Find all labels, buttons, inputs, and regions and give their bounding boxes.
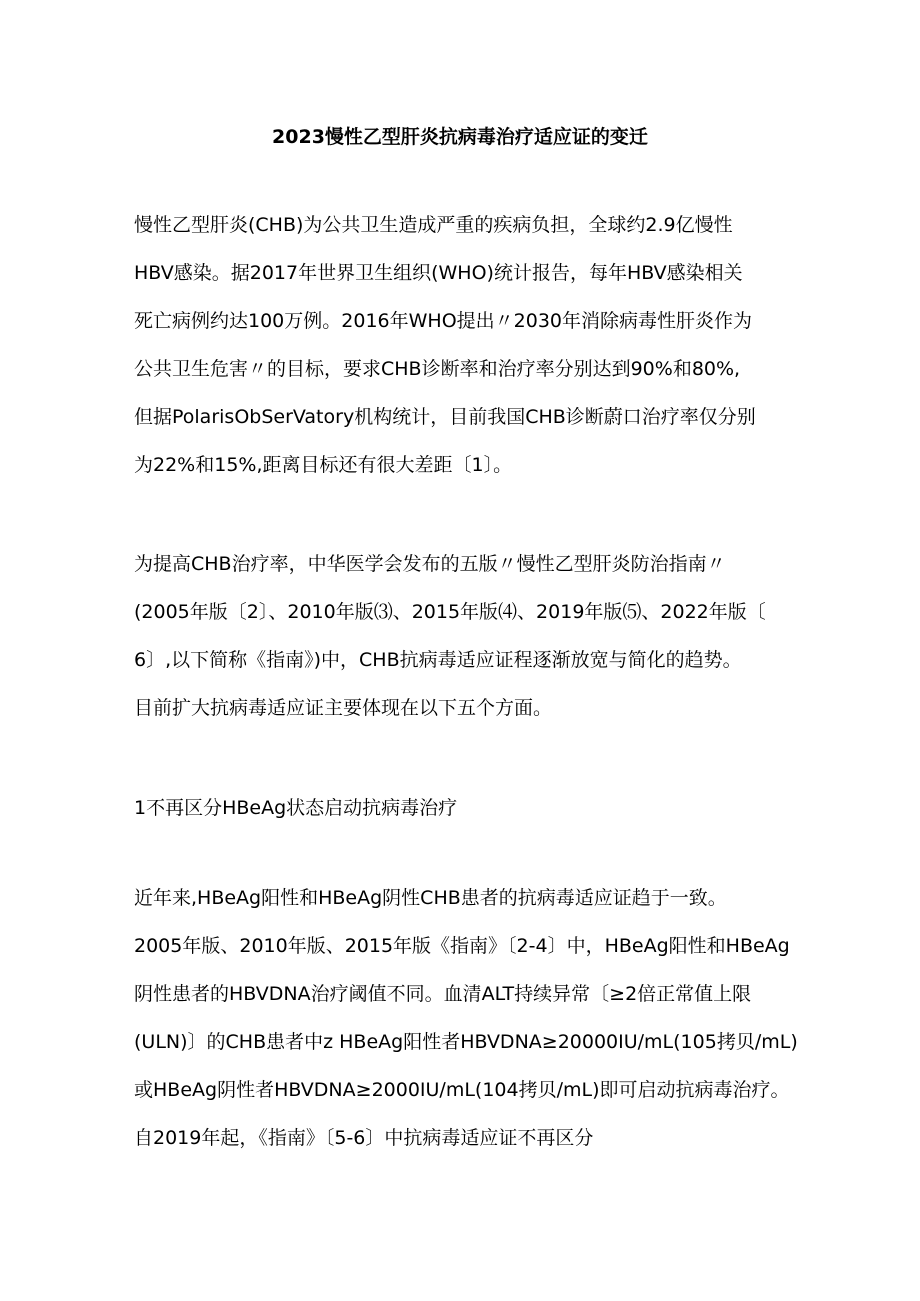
paragraph-line: 或HBeAg阴性者HBVDNA≥2000IU∕mL(104拷贝∕mL)即可启动抗病毒治疗。 [134,1079,790,1101]
paragraph-line: 死亡病例约达100万例。2016年WHO提出〃2030年消除病毒性肝炎作为 [134,310,753,332]
paragraph-line: 6〕,以下简称《指南》)中，CHB抗病毒适应证程逐渐放宽与简化的趋势。 [134,649,742,671]
paragraph-line: 慢性乙型肝炎(CHB)为公共卫生造成严重的疾病负担，全球约2.9亿慢性 [134,214,733,236]
paragraph-3 [134,874,798,1162]
paragraph-line: 自2019年起，《指南》〔5-6〕中抗病毒适应证不再区分 [134,1127,594,1149]
paragraph-line: 公共卫生危害〃的目标，要求CHB诊断率和治疗率分别达到90%和80%, [134,358,741,380]
paragraph-1 [134,201,756,489]
paragraph-line: 目前扩大抗病毒适应证主要体现在以下五个方面。 [134,697,553,719]
paragraph-line: 近年来,HBeAg阳性和HBeAg阴性CHB患者的抗病毒适应证趋于一致。 [134,887,727,909]
document-title: 2023慢性乙型肝炎抗病毒治疗适应证的变迁 [272,126,648,148]
paragraph-line: 但据PolarisObSerVatory机构统计，目前我国CHB诊断蔚口治疗率仅分别 [134,406,756,428]
section-heading: 1不再区分HBeAg状态启动抗病毒治疗 [134,797,458,819]
paragraph-line: 阴性患者的HBVDNA治疗阈值不同。血清ALT持续异常〔≥2倍正常值上限 [134,983,752,1005]
paragraph-2 [134,540,766,732]
paragraph-line: 为22%和15%,距离目标还有很大差距〔1〕。 [134,454,513,476]
paragraph-line: (ULN)〕的CHB患者中z HBeAg阳性者HBVDNA≥20000IU∕mL(105拷贝∕mL) [134,1031,798,1053]
paragraph-line: HBV感染。据2017年世界卫生组织(WHO)统计报告，每年HBV感染相关 [134,262,743,284]
paragraph-line: 2005年版、2010年版、2015年版《指南》〔2-4〕中，HBeAg阳性和HBeAg [134,935,790,957]
paragraph-line: (2005年版〔2〕、2010年版⑶、2015年版⑷、2019年版⑸、2022年版〔 [134,601,766,623]
paragraph-line: 为提高CHB治疗率，中华医学会发布的五版〃慢性乙型肝炎防治指南〃 [134,553,726,575]
